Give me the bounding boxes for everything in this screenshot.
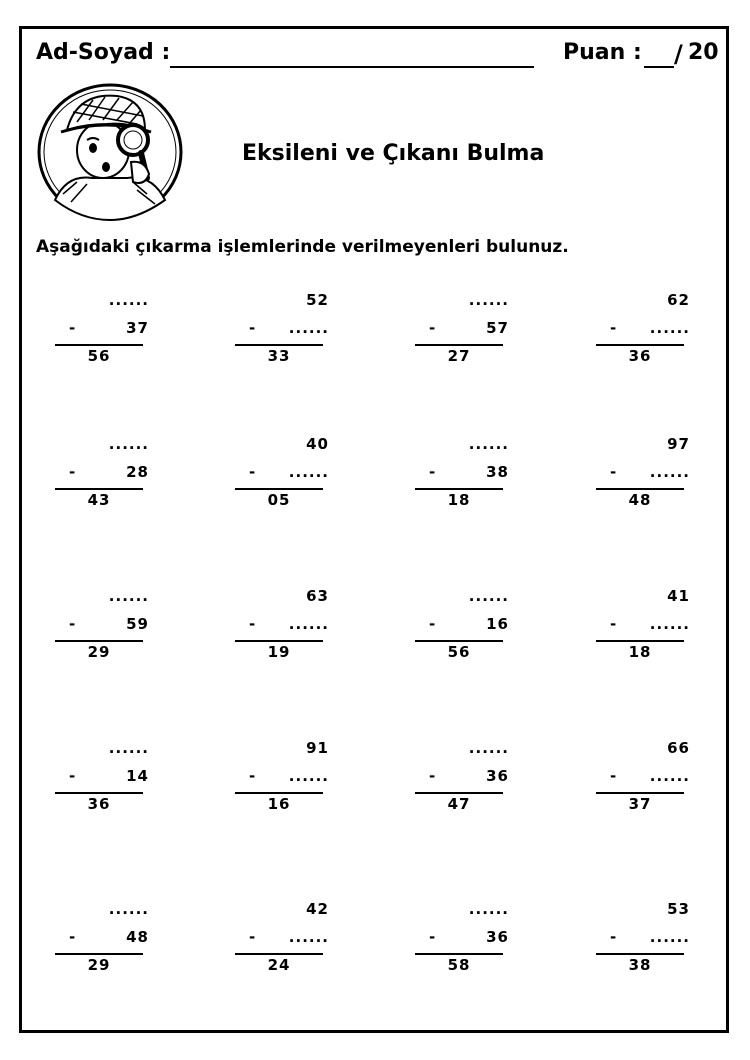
problem-minus-sign: -	[610, 767, 617, 785]
problem-subtrahend: 48	[126, 928, 149, 946]
problem-subtrahend: 28	[126, 463, 149, 481]
problem-subtrahend[interactable]: ......	[649, 463, 690, 481]
problem-difference: 24	[267, 956, 291, 974]
problem-difference: 58	[447, 956, 471, 974]
problem-difference: 18	[447, 491, 471, 509]
score-total: 20	[688, 40, 719, 65]
problem-answer-line	[55, 344, 143, 346]
problem-difference: 18	[628, 643, 652, 661]
problem-difference: 43	[87, 491, 111, 509]
problem-answer-line	[235, 792, 323, 794]
problem-minus-sign: -	[69, 615, 76, 633]
problem-difference: 29	[87, 956, 111, 974]
problem-subtrahend[interactable]: ......	[288, 319, 329, 337]
problem-minuend: 97	[667, 435, 690, 453]
problem-answer-line	[415, 488, 503, 490]
problem-minuend: 40	[306, 435, 329, 453]
problem-difference: 27	[447, 347, 471, 365]
problem-answer-line	[235, 488, 323, 490]
problem-minuend[interactable]: ......	[468, 291, 509, 309]
problem-minus-sign: -	[610, 928, 617, 946]
problem-subtrahend: 36	[486, 928, 509, 946]
subtraction-problem	[596, 291, 726, 365]
score-blank-line	[644, 66, 674, 68]
subtraction-problem	[596, 739, 726, 813]
problem-answer-line	[415, 792, 503, 794]
problem-answer-line	[415, 953, 503, 955]
problem-subtrahend[interactable]: ......	[649, 615, 690, 633]
problem-answer-line	[596, 953, 684, 955]
name-blank-line	[170, 66, 534, 68]
problem-minus-sign: -	[249, 615, 256, 633]
problem-answer-line	[55, 488, 143, 490]
problem-minus-sign: -	[249, 928, 256, 946]
problem-difference: 47	[447, 795, 471, 813]
problem-difference: 37	[628, 795, 652, 813]
subtraction-problem	[55, 587, 185, 661]
problem-subtrahend: 38	[486, 463, 509, 481]
subtraction-problem	[596, 900, 726, 974]
subtraction-problem	[596, 435, 726, 509]
problem-answer-line	[596, 344, 684, 346]
problem-answer-line	[55, 640, 143, 642]
problem-minus-sign: -	[69, 767, 76, 785]
subtraction-problem	[55, 900, 185, 974]
subtraction-problem	[235, 291, 365, 365]
instruction-text: Aşağıdaki çıkarma işlemlerinde verilmeyenleri bulunuz.	[36, 237, 569, 257]
detective-with-magnifying-glass-icon	[37, 82, 183, 222]
problem-difference: 36	[628, 347, 652, 365]
problem-difference: 36	[87, 795, 111, 813]
problem-minuend[interactable]: ......	[468, 587, 509, 605]
subtraction-problem	[415, 739, 545, 813]
problem-answer-line	[415, 640, 503, 642]
subtraction-problem	[55, 435, 185, 509]
problem-subtrahend[interactable]: ......	[288, 928, 329, 946]
subtraction-problem	[55, 739, 185, 813]
problem-difference: 48	[628, 491, 652, 509]
problem-minus-sign: -	[429, 319, 436, 337]
subtraction-problem	[415, 900, 545, 974]
score-slash: /	[674, 40, 683, 68]
problem-subtrahend: 57	[486, 319, 509, 337]
problem-subtrahend[interactable]: ......	[649, 767, 690, 785]
problem-minus-sign: -	[249, 463, 256, 481]
problem-subtrahend[interactable]: ......	[288, 615, 329, 633]
problem-difference: 05	[267, 491, 291, 509]
problem-answer-line	[235, 953, 323, 955]
problem-answer-line	[596, 640, 684, 642]
problem-subtrahend: 16	[486, 615, 509, 633]
problem-minuend[interactable]: ......	[108, 291, 149, 309]
problem-answer-line	[596, 792, 684, 794]
problem-minuend: 53	[667, 900, 690, 918]
problem-answer-line	[415, 344, 503, 346]
problem-minuend[interactable]: ......	[468, 739, 509, 757]
problem-minuend[interactable]: ......	[108, 587, 149, 605]
problem-minuend: 91	[306, 739, 329, 757]
problem-difference: 16	[267, 795, 291, 813]
problem-minuend[interactable]: ......	[468, 900, 509, 918]
problem-subtrahend: 36	[486, 767, 509, 785]
problem-minuend: 63	[306, 587, 329, 605]
problem-difference: 19	[267, 643, 291, 661]
problem-minuend: 42	[306, 900, 329, 918]
name-label: Ad-Soyad :	[36, 40, 171, 65]
subtraction-problem	[235, 435, 365, 509]
subtraction-problem	[55, 291, 185, 365]
problem-answer-line	[596, 488, 684, 490]
problem-minus-sign: -	[249, 767, 256, 785]
problem-minus-sign: -	[429, 463, 436, 481]
problem-subtrahend[interactable]: ......	[288, 767, 329, 785]
problem-minus-sign: -	[429, 928, 436, 946]
subtraction-problem	[415, 291, 545, 365]
problem-minuend: 52	[306, 291, 329, 309]
score-label: Puan :	[563, 40, 642, 65]
problem-subtrahend[interactable]: ......	[649, 928, 690, 946]
problem-minuend: 62	[667, 291, 690, 309]
problem-answer-line	[235, 640, 323, 642]
subtraction-problem	[235, 739, 365, 813]
page-title: Eksileni ve Çıkanı Bulma	[242, 141, 545, 166]
problem-minuend[interactable]: ......	[468, 435, 509, 453]
problem-answer-line	[235, 344, 323, 346]
problem-answer-line	[55, 792, 143, 794]
problem-minus-sign: -	[69, 928, 76, 946]
problem-minus-sign: -	[610, 319, 617, 337]
problem-subtrahend: 37	[126, 319, 149, 337]
problem-minuend: 41	[667, 587, 690, 605]
problem-answer-line	[55, 953, 143, 955]
problem-subtrahend: 14	[126, 767, 149, 785]
problem-minuend[interactable]: ......	[108, 435, 149, 453]
subtraction-problem	[415, 587, 545, 661]
problem-difference: 38	[628, 956, 652, 974]
problem-minus-sign: -	[610, 463, 617, 481]
problem-minus-sign: -	[429, 615, 436, 633]
problem-difference: 33	[267, 347, 291, 365]
subtraction-problem	[235, 900, 365, 974]
problem-minus-sign: -	[610, 615, 617, 633]
problem-minus-sign: -	[69, 463, 76, 481]
problem-difference: 56	[447, 643, 471, 661]
problem-minus-sign: -	[69, 319, 76, 337]
problem-minuend[interactable]: ......	[108, 900, 149, 918]
problem-minus-sign: -	[429, 767, 436, 785]
problem-difference: 29	[87, 643, 111, 661]
problem-difference: 56	[87, 347, 111, 365]
problem-minuend[interactable]: ......	[108, 739, 149, 757]
problem-minuend: 66	[667, 739, 690, 757]
problem-minus-sign: -	[249, 319, 256, 337]
problem-subtrahend[interactable]: ......	[649, 319, 690, 337]
subtraction-problem	[235, 587, 365, 661]
problem-subtrahend: 59	[126, 615, 149, 633]
problem-subtrahend[interactable]: ......	[288, 463, 329, 481]
subtraction-problem	[415, 435, 545, 509]
subtraction-problem	[596, 587, 726, 661]
